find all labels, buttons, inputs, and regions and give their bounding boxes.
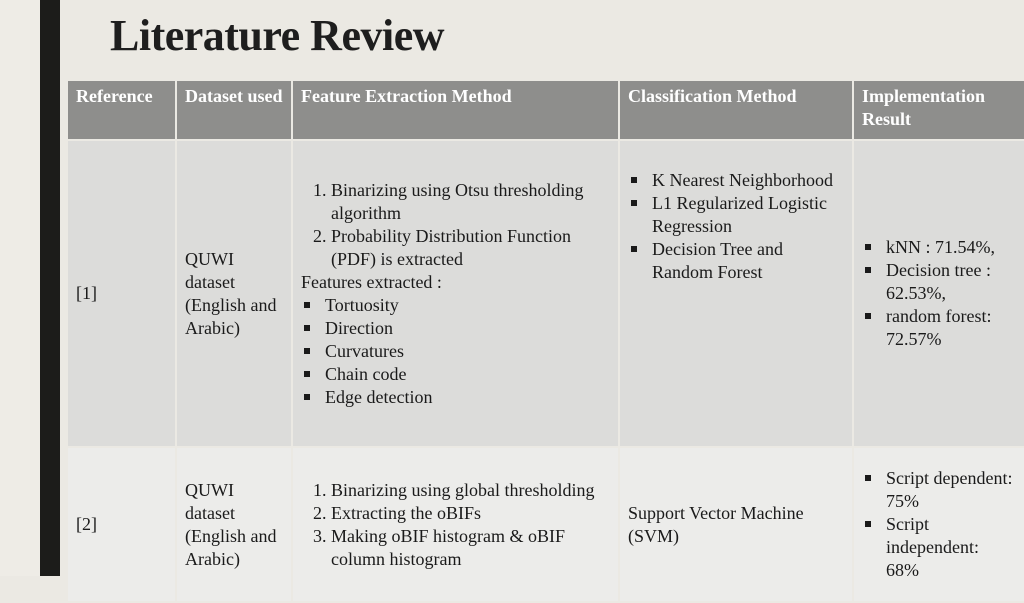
feature-step: 1. Binarizing using global thresholding: [331, 479, 610, 502]
feature-item: Curvatures: [325, 340, 610, 363]
feature-item: Direction: [325, 317, 610, 340]
result-item: kNN : 71.54%,: [886, 236, 1016, 259]
header-feature-extraction: Feature Extraction Method: [293, 81, 618, 139]
feature-step: 3. Making oBIF histogram & oBIF column histogram: [331, 525, 610, 571]
reference-cell: [1]: [68, 141, 175, 446]
feature-item: Edge detection: [325, 386, 610, 409]
reference-cell: [2]: [68, 448, 175, 601]
feature-step: 2. Extracting the oBIFs: [331, 502, 610, 525]
left-accent-bar: [40, 0, 60, 576]
dataset-cell: QUWI dataset (English and Arabic): [177, 448, 291, 601]
dataset-cell: QUWI dataset (English and Arabic): [177, 141, 291, 446]
result-item: Decision tree : 62.53%,: [886, 259, 1016, 305]
feature-item: Chain code: [325, 363, 610, 386]
slide-title: Literature Review: [110, 11, 445, 60]
classification-cell: Support Vector Machine (SVM): [620, 448, 852, 601]
features-label: Features extracted :: [301, 271, 442, 292]
feature-step: 2. Probability Distribution Function (PDF) is extracted: [331, 225, 610, 271]
result-cell: [854, 141, 1024, 446]
result-item: Script dependent: 75%: [886, 467, 1016, 513]
feature-cell: [293, 448, 618, 601]
left-accent-light: [0, 0, 40, 576]
result-cell: [854, 448, 1024, 601]
feature-cell: [293, 141, 618, 446]
literature-table: [66, 79, 1024, 603]
header-reference: Reference: [68, 81, 175, 139]
result-item: Script independent: 68%: [886, 513, 1016, 582]
classifier-item: Decision Tree and Random Forest: [652, 238, 844, 284]
result-item: random forest: 72.57%: [886, 305, 1016, 351]
table-header-row: [68, 81, 1024, 139]
table-row: [68, 448, 1024, 601]
header-result: Implementation Result: [854, 81, 1024, 139]
classifier-item: K Nearest Neighborhood: [652, 169, 844, 192]
classification-cell: [620, 141, 852, 446]
classifier-item: L1 Regularized Logistic Regression: [652, 192, 844, 238]
header-classification: Classification Method: [620, 81, 852, 139]
feature-step: 1. Binarizing using Otsu thresholding algorithm: [331, 179, 610, 225]
header-dataset: Dataset used: [177, 81, 291, 139]
feature-item: Tortuosity: [325, 294, 610, 317]
table-row: [68, 141, 1024, 446]
